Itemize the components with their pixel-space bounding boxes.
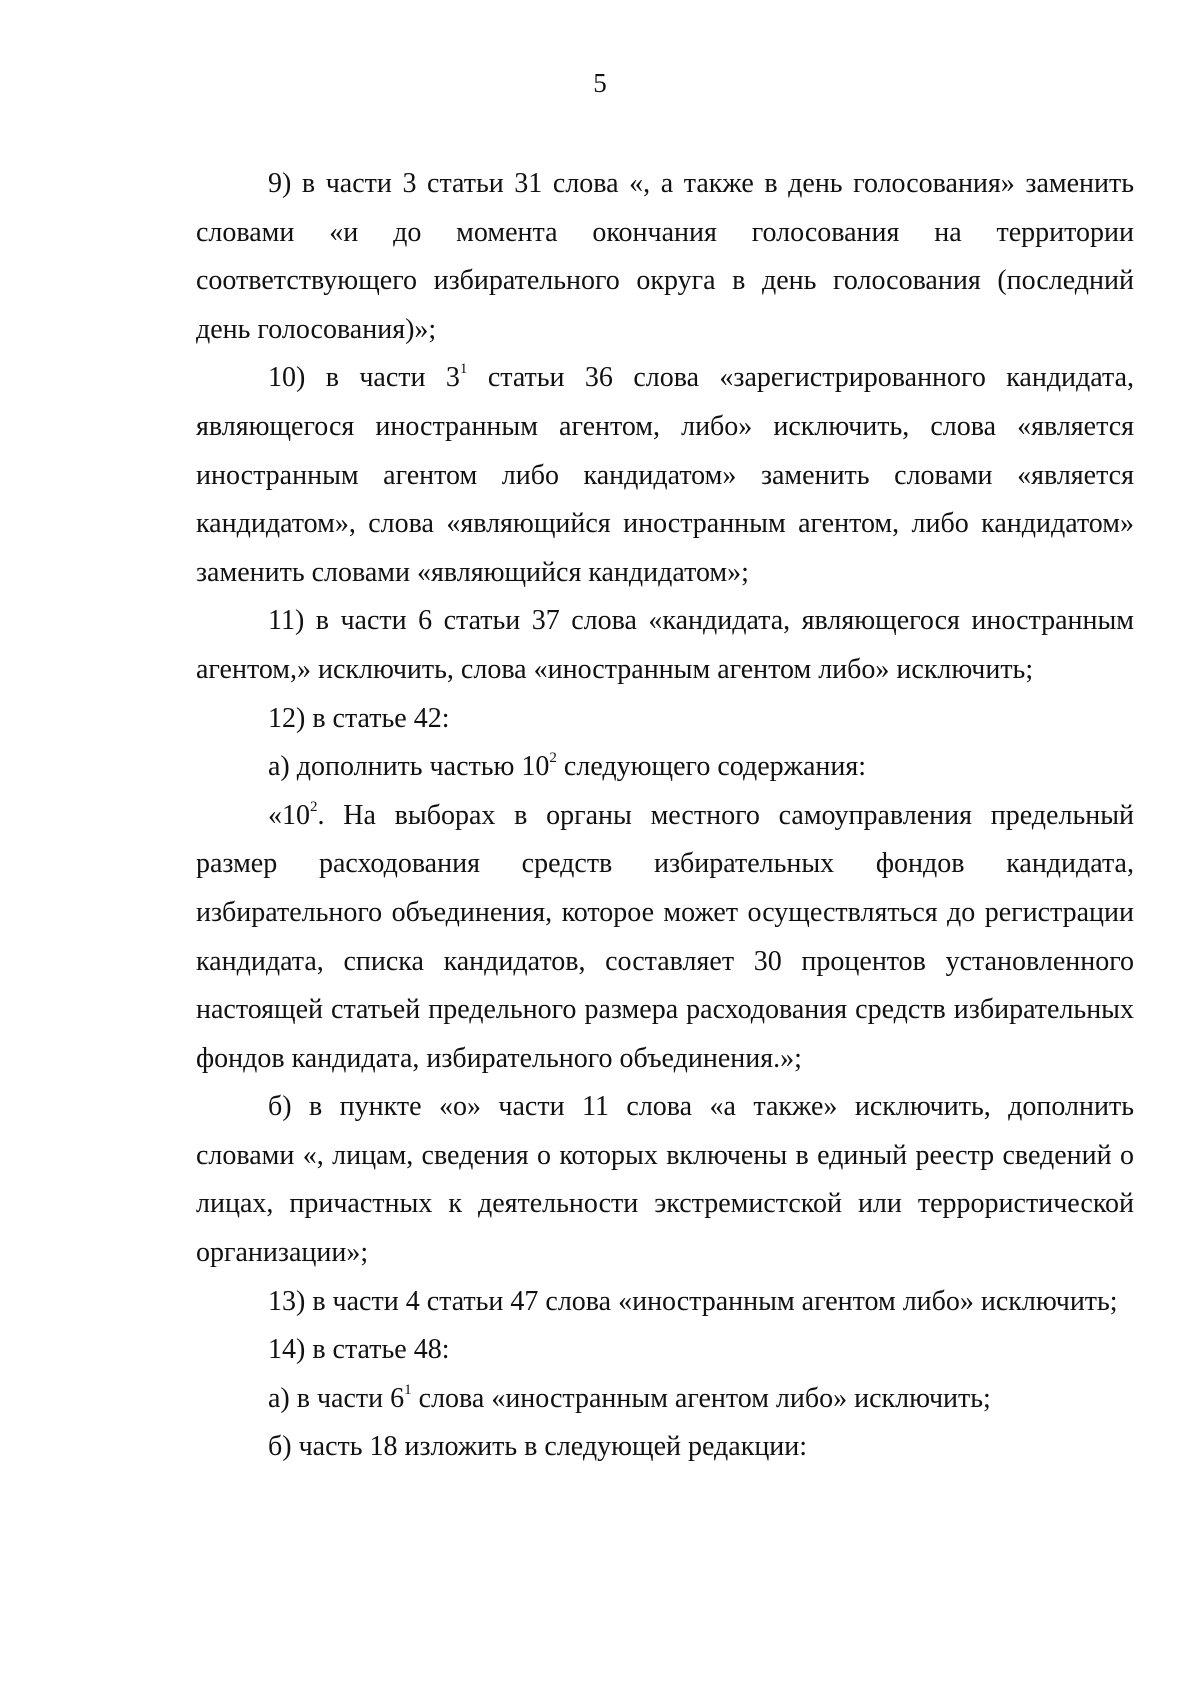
paragraph-item-14a <box>196 1375 1134 1424</box>
paragraph-text: . На выборах в органы местного самоуправления предельный размер расходования средств избирательных фондов кандидата, избирательного объединения, которое может осуществляться до регистрации кандидата, списка кандидатов, составляет 30 процентов установленного настоящей статьей предельного размера расходования средств избирательных фондов кандидата, избирательного объединения.»; <box>196 799 1134 1074</box>
paragraph-text: «10 <box>268 799 310 831</box>
paragraph-text: следующего содержания: <box>556 751 867 783</box>
page-number: 5 <box>593 68 607 98</box>
paragraph-item-11: 11) в части 6 статьи 37 слова «кандидата, являющегося иностранным агентом,» исключить, слова «иностранным агентом либо» исключить; <box>196 605 1134 685</box>
paragraph-text: 10) в части 3 <box>268 362 460 394</box>
paragraph-item-9: 9) в части 3 статьи 31 слова «, а также в день голосования» заменить словами «и до момента окончания голосования на территории соответствующего избирательного округа в день голосования (последний день голосования)»; <box>196 168 1134 345</box>
superscript-index: 2 <box>549 750 557 767</box>
paragraph-item-12a <box>196 743 1134 792</box>
paragraph-item-14: 14) в статье 48: <box>268 1334 450 1366</box>
paragraph-text: слова «иностранным агентом либо» исключить; <box>411 1382 991 1414</box>
superscript-index: 2 <box>310 798 318 815</box>
paragraph-text: статьи 36 слова «зарегистрированного кандидата, являющегося иностранным агентом, либо» исключить, слова «является иностранным агентом либо кандидатом» заменить словами «является кандидатом», слова «являющийся иностранным агентом, либо кандидатом» заменить словами «являющийся кандидатом»; <box>196 362 1134 588</box>
paragraph-text: а) дополнить частью 10 <box>268 751 550 783</box>
document-body <box>196 160 1134 1472</box>
paragraph-item-12: 12) в статье 42: <box>268 702 450 734</box>
quoted-new-part-10-2 <box>196 792 1134 1084</box>
superscript-index: 1 <box>404 1381 412 1398</box>
superscript-index: 1 <box>459 361 468 378</box>
paragraph-item-12b: б) в пункте «о» части 11 слова «а также» исключить, дополнить словами «, лицам, сведения о которых включены в единый реестр сведений о лицах, причастных к деятельности экстремистской или террористической организации»; <box>196 1091 1134 1269</box>
paragraph-item-14b: б) часть 18 изложить в следующей редакции: <box>268 1431 808 1463</box>
paragraph-item-13: 13) в части 4 статьи 47 слова «иностранным агентом либо» исключить; <box>268 1285 1118 1317</box>
paragraph-text: а) в части 6 <box>268 1382 405 1414</box>
paragraph-item-10 <box>196 354 1134 597</box>
